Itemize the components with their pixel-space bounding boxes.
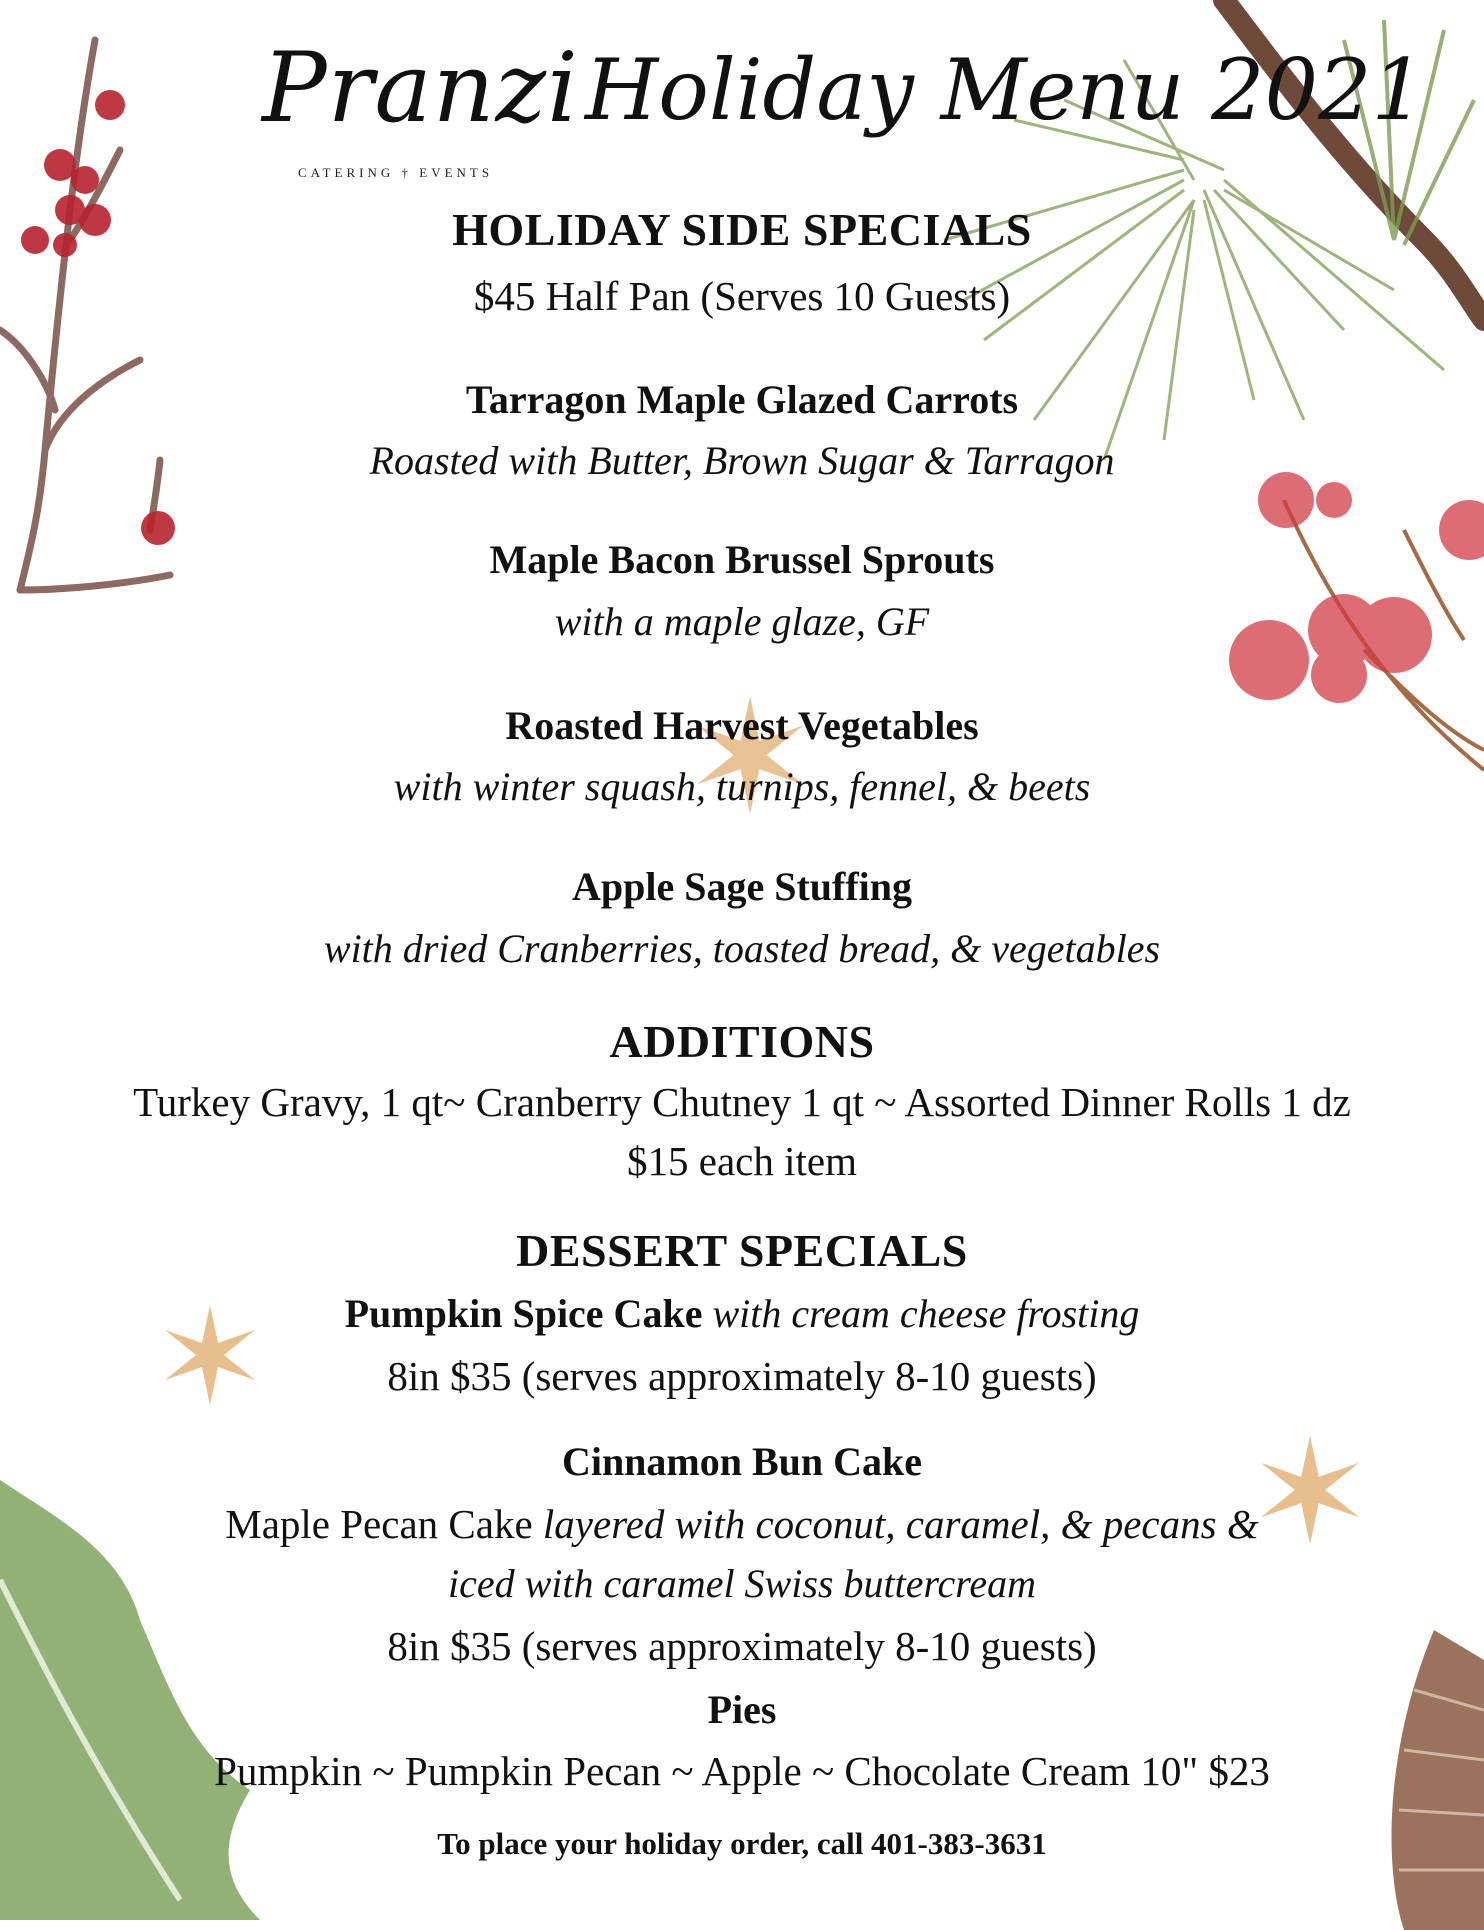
dessert-desc-italic: layered with coconut, caramel, & pecans &: [542, 1501, 1259, 1547]
order-contact-text: To place your holiday order, call 401-383-3631: [437, 1826, 1047, 1861]
additions-list: Turkey Gravy, 1 qt~ Cranberry Chutney 1 qt ~ Assorted Dinner Rolls 1 dz: [133, 1079, 1351, 1125]
brand-subtitle: CATERING † EVENTS: [298, 165, 494, 180]
dessert-desc: with cream cheese frosting: [712, 1291, 1140, 1336]
side-item-name: Roasted Harvest Vegetables: [505, 703, 979, 748]
side-item-desc: with winter squash, turnips, fennel, & beets: [393, 764, 1091, 809]
pies-list: Pumpkin ~ Pumpkin Pecan ~ Apple ~ Chocolate Cream 10" $23: [214, 1748, 1270, 1794]
dessert-price: 8in $35 (serves approximately 8-10 guests): [387, 1353, 1097, 1399]
dessert-name: Cinnamon Bun Cake: [561, 1439, 923, 1484]
brand-logo: Pranzi: [262, 32, 579, 144]
side-item-desc: with dried Cranberries, toasted bread, & vegetables: [323, 926, 1161, 971]
dessert-price: 8in $35 (serves approximately 8-10 guests): [387, 1623, 1097, 1669]
additions-heading: ADDITIONS: [609, 1016, 875, 1067]
dessert-desc-plain: Maple Pecan Cake: [225, 1501, 533, 1547]
sides-heading: HOLIDAY SIDE SPECIALS: [452, 204, 1032, 255]
side-item-desc: Roasted with Butter, Brown Sugar & Tarragon: [369, 438, 1115, 483]
additions-price: $15 each item: [627, 1138, 857, 1184]
pies-heading: Pies: [707, 1687, 777, 1732]
dessert-item: [0, 1290, 1484, 1337]
dessert-name: Pumpkin Spice Cake: [344, 1291, 703, 1336]
side-item-name: Apple Sage Stuffing: [571, 864, 913, 909]
side-item-desc: with a maple glaze, GF: [554, 599, 930, 644]
dessert-desc-line2: iced with caramel Swiss buttercream: [447, 1561, 1037, 1606]
side-item-name: Tarragon Maple Glazed Carrots: [465, 377, 1019, 422]
dessert-desc-line: [0, 1500, 1484, 1548]
menu-title: Holiday Menu 2021: [585, 41, 1425, 139]
desserts-heading: DESSERT SPECIALS: [516, 1225, 968, 1276]
side-item-name: Maple Bacon Brussel Sprouts: [489, 537, 995, 582]
sides-price: $45 Half Pan (Serves 10 Guests): [473, 273, 1011, 319]
